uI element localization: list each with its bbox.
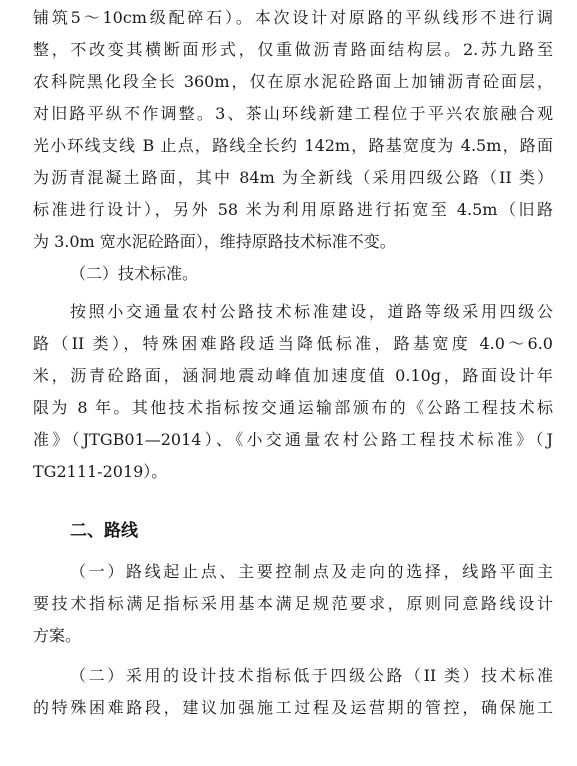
paragraph-line: 方案。 xyxy=(33,626,82,645)
paragraph-line: 为沥青混凝土路面，其中 84m 为全新线（采用四级公路（II 类） xyxy=(33,168,553,187)
section-heading: 二、路线 xyxy=(70,521,138,541)
paragraph-line: 限为 8 年。其他技术指标按交通运输部颁布的《公路工程技术标 xyxy=(33,398,553,417)
paragraph-line: 为 3.0m 宽水泥砼路面），维持原路技术标准不变。 xyxy=(33,232,396,251)
paragraph-line: 农科院黑化段全长 360m，仅在原水泥砼路面上加铺沥青砼面层， xyxy=(33,72,553,91)
paragraph-line: 要技术指标满足指标采用基本满足规范要求，原则同意路线设计 xyxy=(33,594,553,613)
paragraph-line: 对旧路平纵不作调整。3、茶山环线新建工程位于平兴农旅融合观 xyxy=(33,104,553,123)
paragraph-line: 光小环线支线 B 止点，路线全长约 142m，路基宽度为 4.5m，路面 xyxy=(33,136,553,155)
paragraph-line: 准》（JTGB01—2014）、《小交通量农村公路工程技术标准》（J xyxy=(33,430,553,449)
subsection-title: （二）技术标准。 xyxy=(70,264,199,283)
paragraph-line: 铺筑5～10cm级配碎石）。本次设计对原路的平纵线形不进行调 xyxy=(33,8,553,27)
paragraph-line: 路（II 类），特殊困难路段适当降低标准，路基宽度 4.0～6.0 xyxy=(33,334,553,353)
paragraph-line: 整，不改变其横断面形式，仅重做沥青路面结构层。2.苏九路至 xyxy=(33,40,553,59)
paragraph-line: 米，沥青砼路面，涵洞地震动峰值加速度值 0.10g，路面设计年 xyxy=(33,366,553,385)
paragraph-line: （一）路线起止点、主要控制点及走向的选择，线路平面主 xyxy=(70,562,553,581)
paragraph-line: 的特殊困难路段，建议加强施工过程及运营期的管控，确保施工 xyxy=(33,698,553,717)
paragraph-line: TG2111-2019）。 xyxy=(33,462,168,481)
paragraph-line: 按照小交通量农村公路技术标准建设，道路等级采用四级公 xyxy=(70,302,553,321)
paragraph-line: （二）采用的设计技术指标低于四级公路（II 类）技术标准 xyxy=(70,666,553,685)
paragraph-line: 标准进行设计），另外 58 米为利用原路进行拓宽至 4.5m（旧路 xyxy=(33,200,553,219)
